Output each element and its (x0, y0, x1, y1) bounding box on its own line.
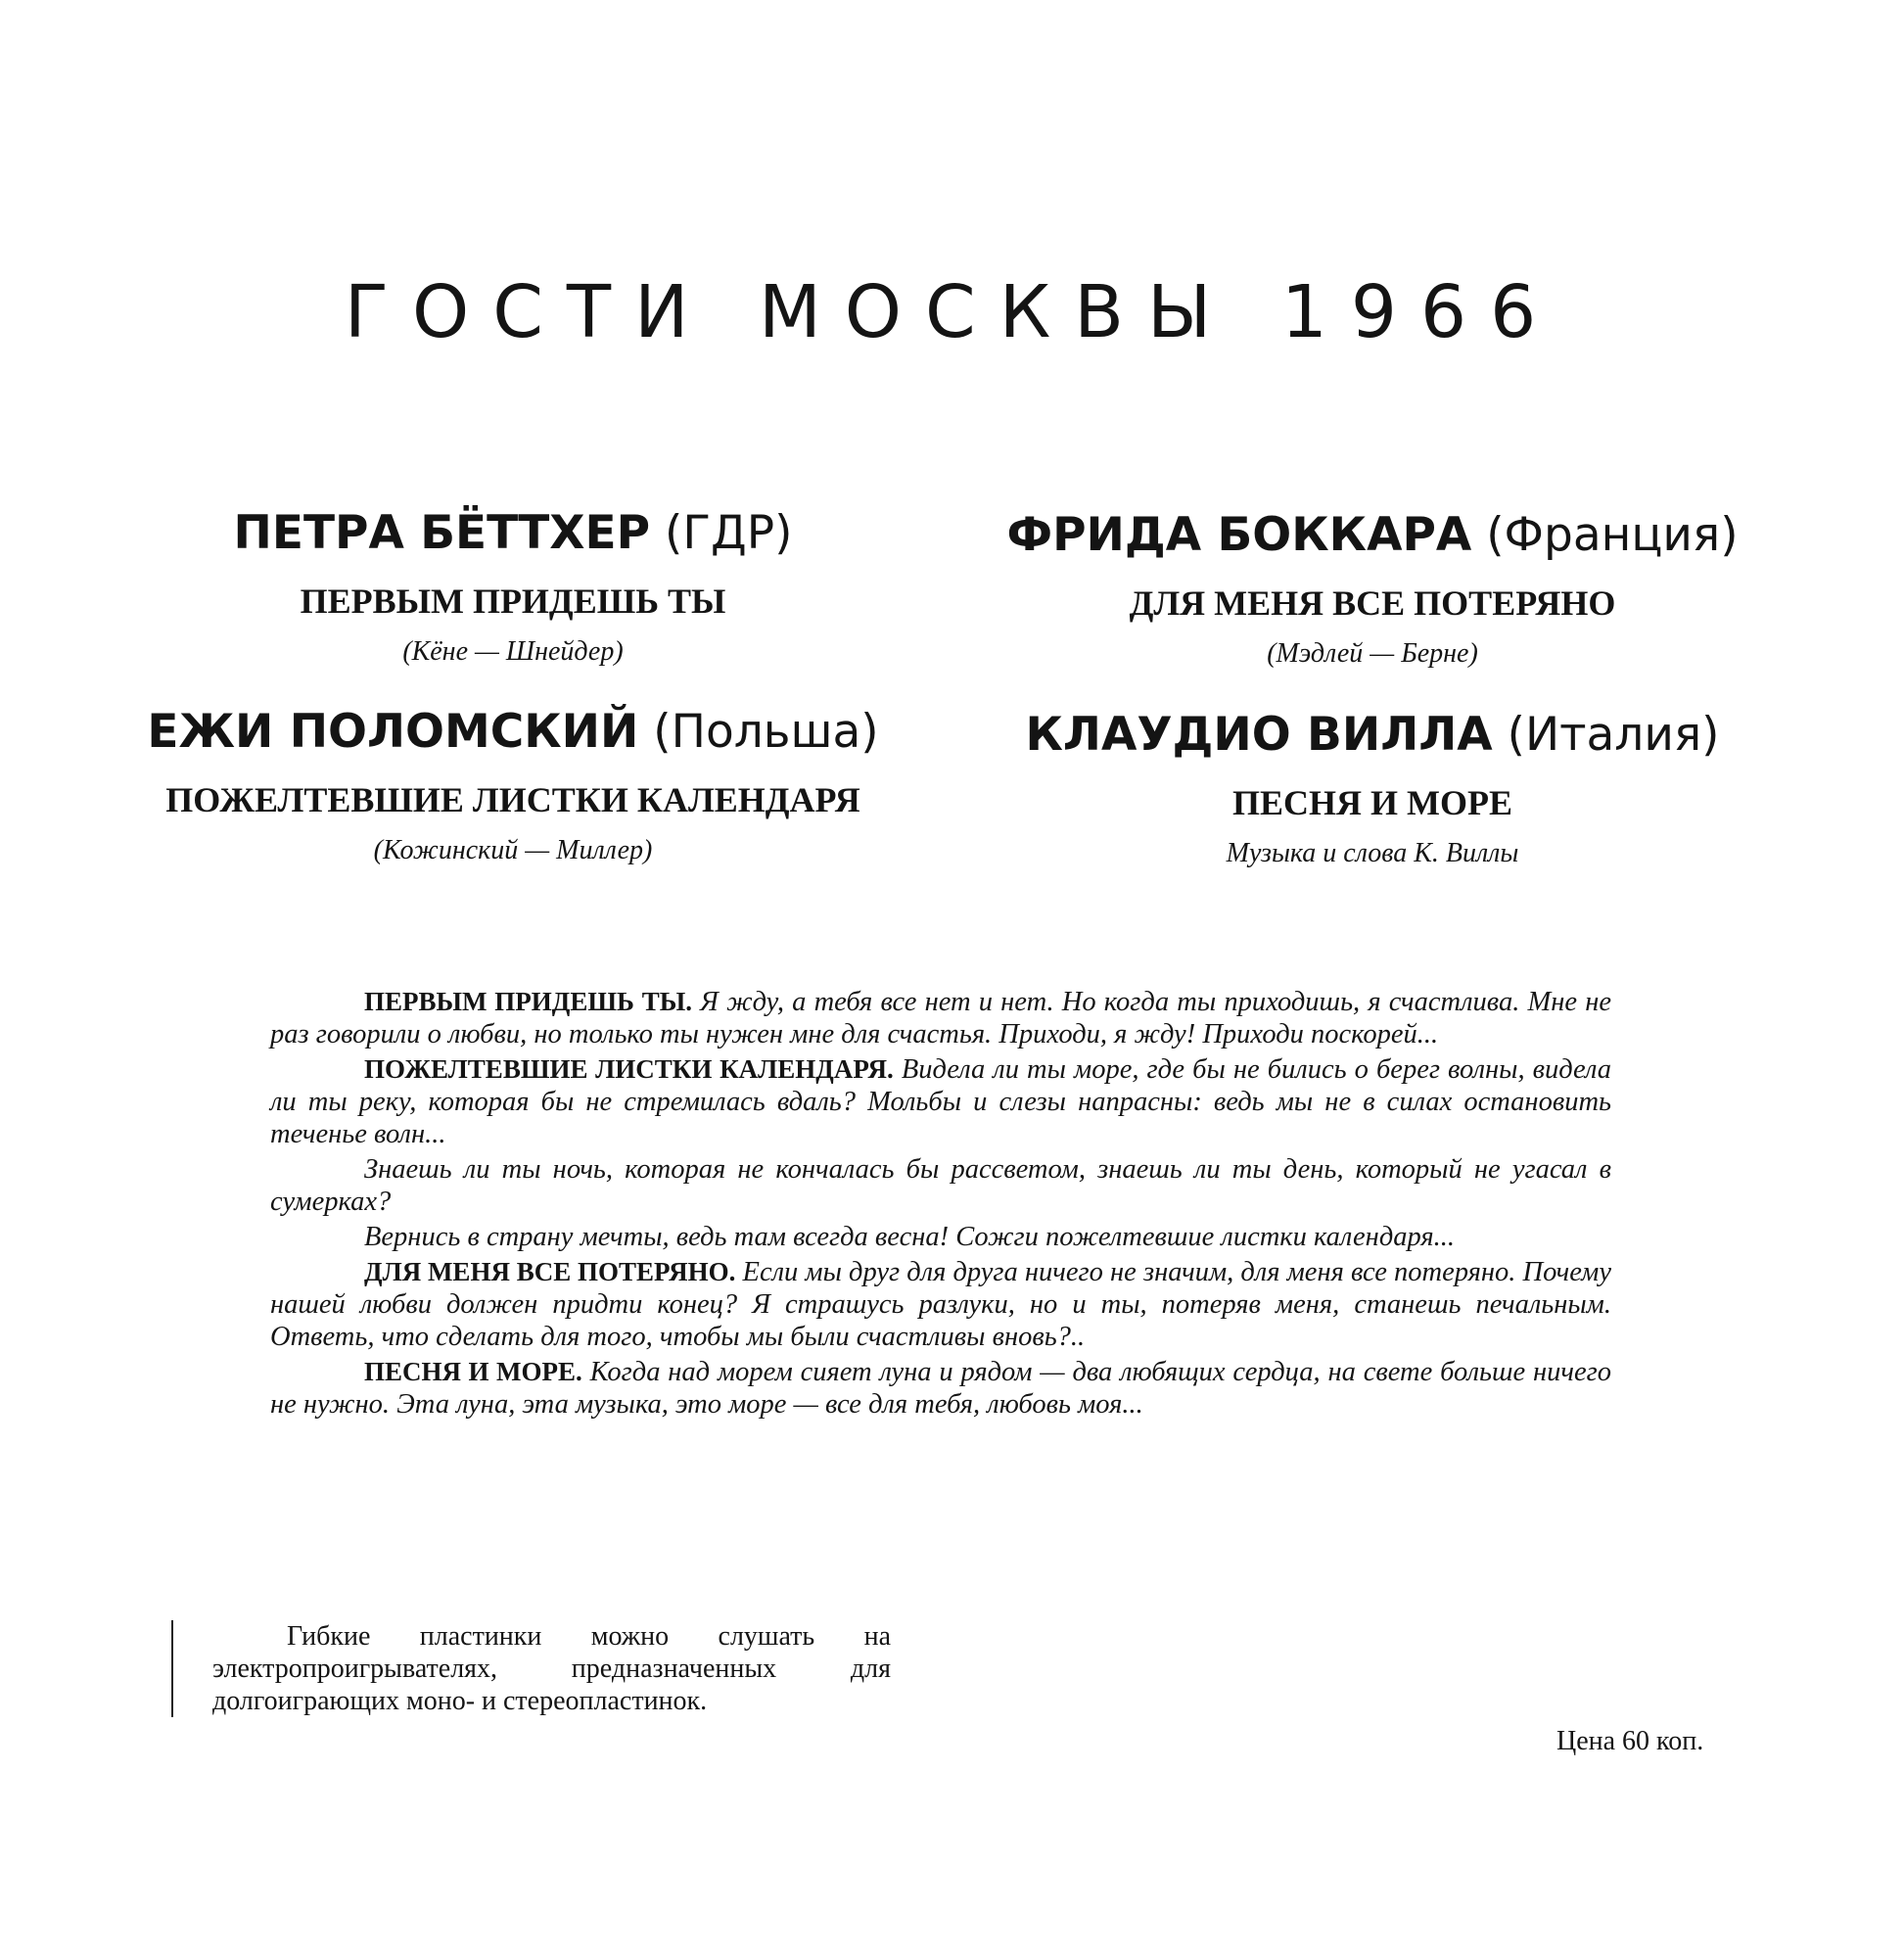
song-title: ДЛЯ МЕНЯ ВСЕ ПОТЕРЯНО (1129, 583, 1616, 623)
artist-line (82, 506, 944, 560)
description-heading: ПЕСНЯ И МОРЕ. (364, 1357, 582, 1386)
song-title: ПЕРВЫМ ПРИДЕШЬ ТЫ (300, 582, 726, 621)
artist-country: (Франция) (1486, 508, 1739, 562)
description-paragraph (270, 1053, 1611, 1150)
description-paragraph (270, 1153, 1611, 1218)
song-credit: (Кожинский — Миллер) (373, 835, 653, 865)
description-paragraph (270, 1356, 1611, 1421)
song-title: ПОЖЕЛТЕВШИЕ ЛИСТКИ КАЛЕНДАРЯ (165, 780, 860, 819)
description-paragraph (270, 1221, 1611, 1253)
artist-line (942, 708, 1803, 762)
description-text: Если мы друг для друга ничего не значим, для меня все потеряно. Почему нашей любви должен придти конец? Я страшусь разлуки, но и ты, потеряв меня, станешь печальным. Ответь, что сделать для того, чтобы мы были счастливы вновь?.. (270, 1257, 1612, 1352)
description-heading: ДЛЯ МЕНЯ ВСЕ ПОТЕРЯНО. (364, 1257, 736, 1286)
description-paragraph (270, 986, 1611, 1050)
artist-country: (Польша) (653, 705, 879, 759)
artist-line (82, 705, 944, 759)
description-text: Знаешь ли ты ночь, которая не кончалась бы рассветом, знаешь ли ты день, который не угасал в сумерках? (270, 1154, 1611, 1217)
description-text: Я жду, а тебя все нет и нет. Но когда ты приходишь, я счастлива. Мне не раз говорили о любви, но только ты нужен мне для счастья. Приходи, я жду! Приходи поскорей... (270, 987, 1612, 1049)
description-paragraph (270, 1256, 1611, 1353)
entry-1 (82, 506, 944, 667)
description-text: Когда над морем сияет луна и рядом — два любящих сердца, на свете больше ничего не нужно. Эта луна, эта музыка, это море — все для тебя, любовь моя... (270, 1357, 1612, 1420)
artist-name: ЕЖИ ПОЛОМСКИЙ (147, 705, 639, 759)
entry-4 (942, 708, 1803, 868)
description-text: Видела ли ты море, где бы не бились о берег волны, видела ли ты реку, которая бы не стремилась вдаль? Мольбы и слезы напрасны: ведь мы не в силах остановить теченье волн... (270, 1054, 1611, 1149)
playback-note-text: Гибкие пластинки можно слушать на электропроигрывателях, предназначенных для долгоиграющих моно- и стереопластинок. (212, 1621, 891, 1716)
artist-country: (ГДР) (665, 506, 793, 560)
entry-3 (82, 705, 944, 865)
price-label: Цена 60 коп. (1556, 1726, 1704, 1756)
description-heading: ПОЖЕЛТЕВШИЕ ЛИСТКИ КАЛЕНДАРЯ. (364, 1054, 894, 1084)
song-descriptions (270, 986, 1611, 1423)
song-credit: (Мэдлей — Берне) (1267, 638, 1478, 669)
artist-name: ФРИДА БОККАРА (1006, 508, 1472, 562)
page-title: ГОСТИ МОСКВЫ 1966 (344, 270, 1560, 354)
song-title: ПЕСНЯ И МОРЕ (1232, 783, 1512, 822)
entry-2 (942, 508, 1803, 669)
artist-name: КЛАУДИО ВИЛЛА (1025, 708, 1493, 762)
description-heading: ПЕРВЫМ ПРИДЕШЬ ТЫ. (364, 987, 692, 1016)
song-credit: Музыка и слова К. Виллы (1226, 838, 1519, 868)
description-text: Вернись в страну мечты, ведь там всегда весна! Сожги пожелтевшие листки календаря... (364, 1222, 1455, 1252)
playback-note (171, 1620, 891, 1717)
artist-name: ПЕТРА БЁТТХЕР (233, 506, 651, 560)
artist-line (942, 508, 1803, 562)
artist-country: (Италия) (1507, 708, 1720, 762)
song-credit: (Кёне — Шнейдер) (402, 636, 624, 667)
